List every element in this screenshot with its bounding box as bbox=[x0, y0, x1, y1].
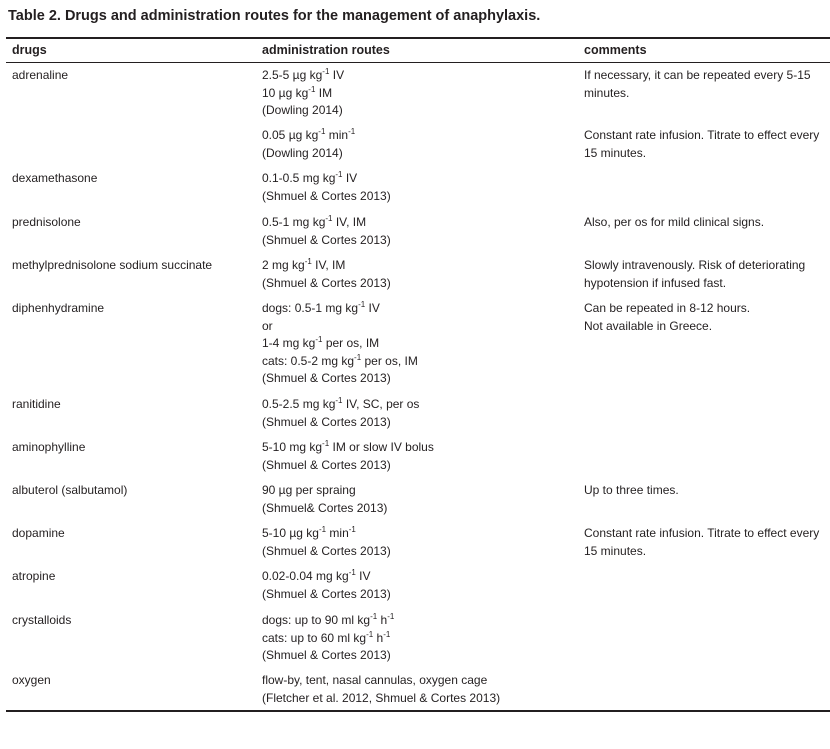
route-text: (Shmuel & Cortes 2013) bbox=[262, 543, 391, 558]
route-text: 10 µg kg bbox=[262, 85, 309, 100]
administration-routes-cell bbox=[262, 439, 577, 474]
administration-routes-cell bbox=[262, 300, 577, 388]
drug-name: prednisolone bbox=[12, 215, 81, 229]
route-text: 5-10 µg kg bbox=[262, 526, 319, 540]
route-line bbox=[262, 335, 577, 353]
route-line bbox=[262, 318, 577, 336]
unit-exponent: -1 bbox=[348, 568, 356, 577]
comment-text: Constant rate infusion. Titrate to effect every 15 minutes. bbox=[584, 128, 820, 160]
route-line bbox=[262, 414, 577, 432]
comment-text: If necessary, it can be repeated every 5-15 minutes. bbox=[584, 68, 811, 100]
route-line bbox=[262, 500, 577, 518]
route-text: or bbox=[262, 318, 273, 333]
route-text: dogs: 0.5-1 mg kg bbox=[262, 301, 359, 315]
route-text: (Shmuel & Cortes 2013) bbox=[262, 371, 391, 386]
route-line bbox=[262, 396, 577, 414]
unit-exponent: -1 bbox=[304, 257, 312, 266]
unit-exponent: -1 bbox=[322, 67, 330, 76]
route-line bbox=[262, 353, 577, 371]
administration-routes-cell bbox=[262, 525, 577, 560]
comments-cell bbox=[584, 127, 824, 162]
route-text: 5-10 mg kg bbox=[262, 440, 323, 454]
route-text: per os, IM bbox=[361, 353, 418, 368]
comment-text: Up to three times. bbox=[584, 483, 679, 497]
route-line bbox=[262, 482, 577, 500]
administration-routes-cell bbox=[262, 672, 577, 707]
comments-cell bbox=[584, 67, 824, 102]
header-rule bbox=[6, 62, 830, 63]
comments-cell bbox=[584, 525, 824, 560]
route-text: IV bbox=[365, 301, 380, 315]
route-text: IM bbox=[315, 85, 333, 100]
unit-exponent: -1 bbox=[358, 300, 366, 309]
route-text: 0.1-0.5 mg kg bbox=[262, 171, 336, 185]
administration-routes-cell bbox=[262, 568, 577, 603]
drug-name: dexamethasone bbox=[12, 171, 98, 185]
route-text: (Shmuel & Cortes 2013) bbox=[262, 414, 391, 429]
route-line bbox=[262, 612, 577, 630]
unit-exponent: -1 bbox=[318, 525, 327, 534]
route-text: (Fletcher et al. 2012, Shmuel & Cortes 2013) bbox=[262, 690, 501, 705]
route-line bbox=[262, 630, 577, 648]
route-text: IV bbox=[329, 68, 345, 82]
route-text: 0.05 µg kg bbox=[262, 128, 319, 142]
route-text: (Shmuel & Cortes 2013) bbox=[262, 232, 391, 247]
header-drugs: drugs bbox=[12, 43, 47, 57]
drug-name: dopamine bbox=[12, 526, 65, 540]
route-text: flow-by, tent, nasal cannulas, oxygen cage bbox=[262, 673, 488, 687]
unit-exponent: -1 bbox=[387, 612, 395, 621]
route-text: dogs: up to 90 ml kg bbox=[262, 613, 371, 627]
route-line bbox=[262, 543, 577, 561]
unit-exponent: -1 bbox=[325, 214, 333, 223]
route-line bbox=[262, 67, 577, 85]
route-line bbox=[262, 568, 577, 586]
route-text: 0.5-1 mg kg bbox=[262, 215, 326, 229]
unit-exponent: -1 bbox=[354, 352, 362, 362]
route-text: 2.5-5 µg kg bbox=[262, 68, 323, 82]
top-rule bbox=[6, 37, 830, 39]
unit-exponent: -1 bbox=[370, 612, 378, 621]
route-text: (Dowling 2014) bbox=[262, 145, 343, 160]
route-text: IV, IM bbox=[311, 258, 346, 272]
route-text: (Shmuel & Cortes 2013) bbox=[262, 275, 391, 290]
unit-exponent: -1 bbox=[308, 84, 316, 94]
route-line bbox=[262, 525, 577, 543]
administration-routes-cell bbox=[262, 170, 577, 205]
route-text: (Shmuel & Cortes 2013) bbox=[262, 586, 391, 601]
unit-exponent: -1 bbox=[315, 335, 323, 345]
route-line bbox=[262, 457, 577, 475]
route-text: 2 mg kg bbox=[262, 258, 305, 272]
route-line bbox=[262, 690, 577, 708]
route-line bbox=[262, 647, 577, 665]
route-text: IM or slow IV bolus bbox=[329, 440, 434, 454]
route-text: (Shmuel & Cortes 2013) bbox=[262, 648, 391, 663]
unit-exponent: -1 bbox=[348, 127, 356, 136]
route-text: (Dowling 2014) bbox=[262, 103, 343, 118]
route-text: h bbox=[373, 630, 384, 645]
route-text: IV bbox=[342, 171, 358, 185]
route-line bbox=[262, 257, 577, 275]
drug-name: methylprednisolone sodium succinate bbox=[12, 258, 213, 272]
route-text: (Shmuel & Cortes 2013) bbox=[262, 457, 391, 472]
unit-exponent: -1 bbox=[335, 170, 343, 179]
drug-name: albuterol (salbutamol) bbox=[12, 483, 128, 497]
comments-cell bbox=[584, 300, 824, 335]
comment-text: Can be repeated in 8-12 hours. bbox=[584, 301, 751, 315]
administration-routes-cell bbox=[262, 257, 577, 292]
route-line bbox=[262, 370, 577, 388]
drug-name: atropine bbox=[12, 569, 56, 583]
administration-routes-cell bbox=[262, 214, 577, 249]
route-text: 0.5-2.5 mg kg bbox=[262, 397, 336, 411]
drug-name: ranitidine bbox=[12, 397, 61, 411]
drug-name: adrenaline bbox=[12, 68, 69, 82]
comments-cell bbox=[584, 257, 824, 292]
route-line bbox=[262, 300, 577, 318]
unit-exponent: -1 bbox=[318, 127, 326, 136]
route-text: IV, SC, per os bbox=[342, 397, 420, 411]
route-text: IV bbox=[355, 569, 371, 583]
comment-text: Also, per os for mild clinical signs. bbox=[584, 215, 765, 229]
administration-routes-cell bbox=[262, 67, 577, 120]
administration-routes-cell bbox=[262, 482, 577, 517]
unit-exponent: -1 bbox=[322, 439, 330, 448]
comment-text: Not available in Greece. bbox=[584, 318, 713, 333]
drug-name: oxygen bbox=[12, 673, 51, 687]
comments-cell bbox=[584, 482, 824, 500]
header-administration-routes: administration routes bbox=[262, 43, 390, 57]
route-text: h bbox=[377, 613, 388, 627]
route-text: min bbox=[325, 128, 349, 142]
bottom-rule bbox=[6, 710, 830, 712]
route-line bbox=[262, 232, 577, 250]
header-comments: comments bbox=[584, 43, 647, 57]
route-line bbox=[262, 275, 577, 293]
route-line bbox=[262, 439, 577, 457]
route-text: min bbox=[326, 526, 349, 540]
route-text: (Shmuel& Cortes 2013) bbox=[262, 500, 388, 515]
route-line bbox=[262, 214, 577, 232]
table-title: Table 2. Drugs and administration routes for the management of anaphylaxis. bbox=[8, 8, 541, 24]
route-line bbox=[262, 170, 577, 188]
administration-routes-cell bbox=[262, 612, 577, 665]
administration-routes-cell bbox=[262, 127, 577, 162]
route-line bbox=[262, 127, 577, 145]
route-text: per os, IM bbox=[322, 336, 380, 351]
comments-cell bbox=[584, 214, 824, 232]
unit-exponent: -1 bbox=[335, 396, 343, 405]
drug-name: crystalloids bbox=[12, 613, 72, 627]
drug-name: aminophylline bbox=[12, 440, 86, 454]
administration-routes-cell bbox=[262, 396, 577, 431]
route-line bbox=[262, 102, 577, 120]
route-text: 90 µg per spraing bbox=[262, 483, 356, 497]
route-line bbox=[262, 145, 577, 163]
route-text: IV, IM bbox=[332, 215, 367, 229]
unit-exponent: -1 bbox=[348, 525, 356, 534]
route-text: 1-4 mg kg bbox=[262, 336, 316, 351]
comment-text: Slowly intravenously. Risk of deteriorating hypotension if infused fast. bbox=[584, 258, 806, 290]
comment-text: Constant rate infusion. Titrate to effect every 15 minutes. bbox=[584, 526, 820, 558]
drug-name: diphenhydramine bbox=[12, 301, 105, 315]
route-text: 0.02-0.04 mg kg bbox=[262, 569, 349, 583]
route-line bbox=[262, 85, 577, 103]
unit-exponent: -1 bbox=[366, 629, 374, 639]
route-text: (Shmuel & Cortes 2013) bbox=[262, 188, 391, 203]
route-line bbox=[262, 672, 577, 690]
route-text: cats: 0.5-2 mg kg bbox=[262, 353, 355, 368]
route-line bbox=[262, 586, 577, 604]
unit-exponent: -1 bbox=[383, 629, 391, 639]
route-line bbox=[262, 188, 577, 206]
route-text: cats: up to 60 ml kg bbox=[262, 630, 367, 645]
